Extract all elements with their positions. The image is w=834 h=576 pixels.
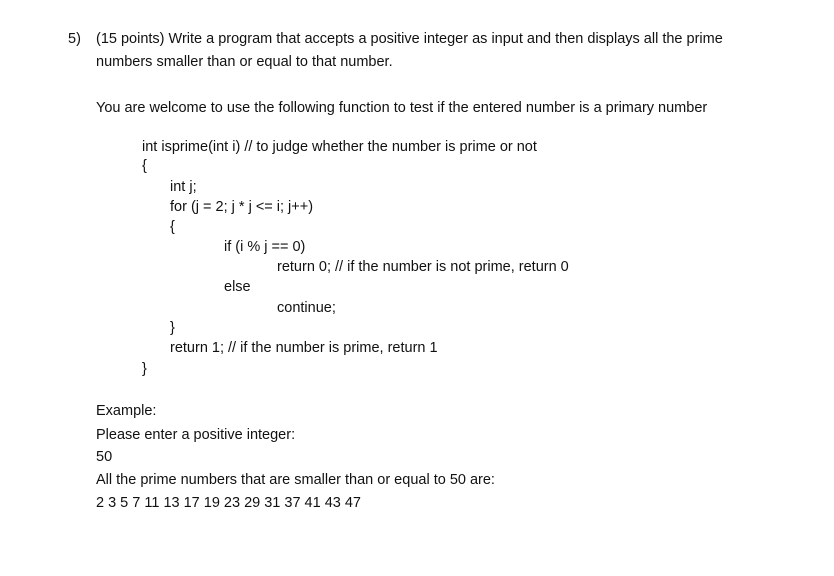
code-inner-close-brace: }: [170, 320, 175, 336]
example-primes: 2 3 5 7 11 13 17 19 23 29 31 37 41 43 47: [96, 495, 361, 511]
code-continue: continue;: [277, 300, 336, 316]
example-input: 50: [96, 449, 113, 465]
example-prompt: Please enter a positive integer:: [96, 427, 296, 443]
code-return-one: return 1; // if the number is prime, return 1: [170, 340, 438, 356]
code-else: else: [224, 279, 251, 295]
hint-text: You are welcome to use the following function to test if the entered number is a primary number: [96, 100, 708, 116]
question-number: 5): [68, 31, 81, 47]
example-heading: Example:: [96, 403, 157, 419]
code-inner-open-brace: {: [170, 219, 175, 235]
code-open-brace: {: [142, 158, 147, 174]
code-for-loop: for (j = 2; j * j <= i; j++): [170, 199, 314, 215]
question-text-line-1: (15 points) Write a program that accepts a positive integer as input and then displays all the prime: [96, 31, 723, 47]
code-signature: int isprime(int i) // to judge whether the number is prime or not: [142, 139, 537, 155]
code-declaration: int j;: [170, 179, 197, 195]
code-return-zero: return 0; // if the number is not prime, return 0: [277, 259, 569, 275]
code-if-statement: if (i % j == 0): [224, 239, 306, 255]
code-close-brace: }: [142, 361, 147, 377]
question-text-line-2: numbers smaller than or equal to that number.: [96, 54, 393, 70]
example-result-label: All the prime numbers that are smaller than or equal to 50 are:: [96, 472, 495, 488]
